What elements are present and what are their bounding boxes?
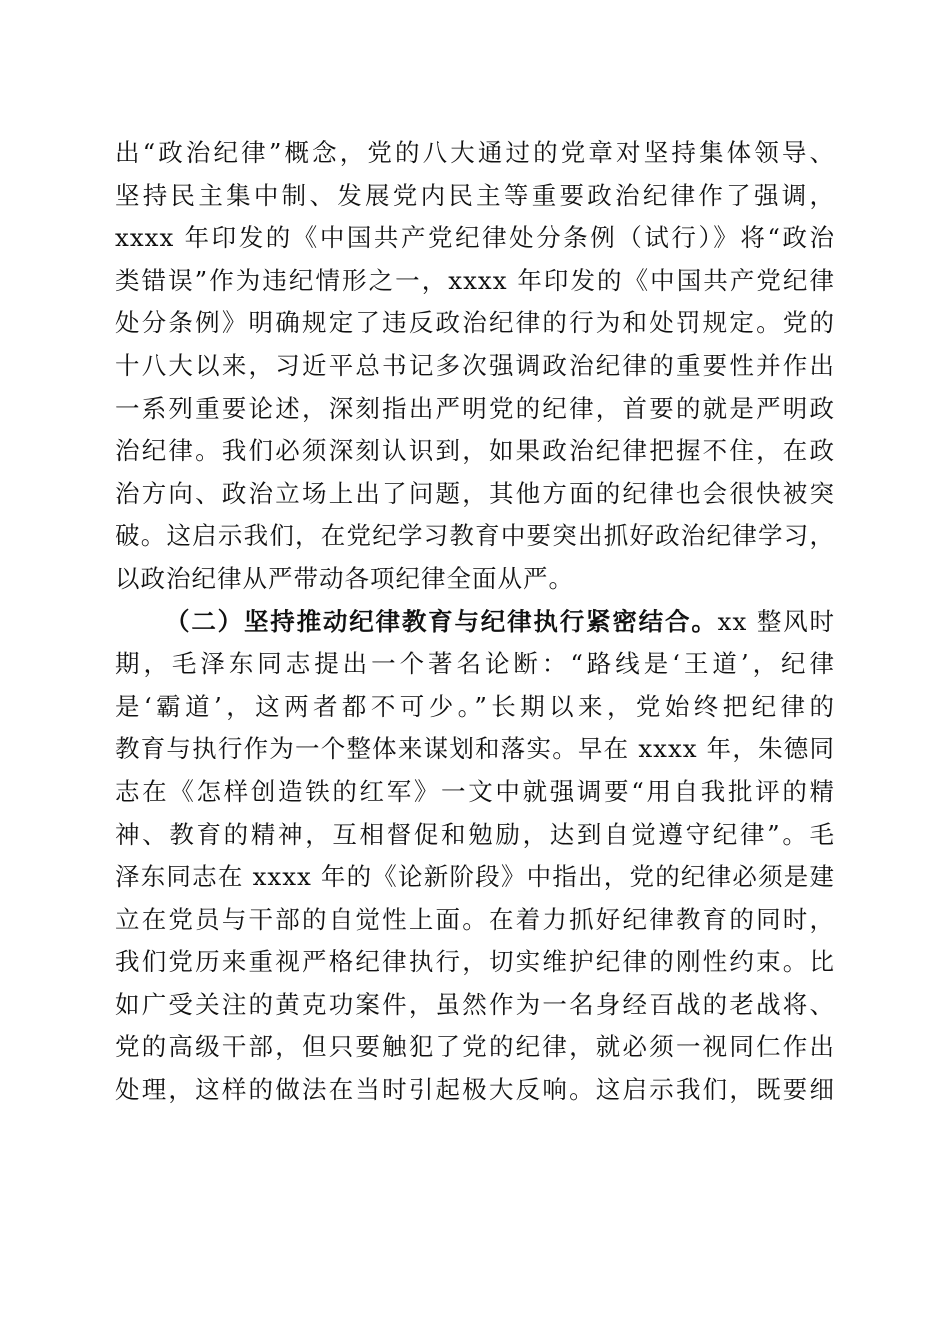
- text-line: xxxx 年印发的《中国共产党纪律处分条例（试行）》将“政治: [115, 223, 835, 253]
- document-body: [115, 132, 835, 1112]
- paragraph-political-discipline: [115, 132, 835, 601]
- text-line: 破。这启示我们，在党纪学习教育中要突出抓好政治纪律学习，: [115, 521, 835, 551]
- text-line: 期，毛泽东同志提出一个著名论断：“路线是‘王道’，纪律: [115, 649, 835, 679]
- text-line: 教育与执行作为一个整体来谋划和落实。早在 xxxx 年，朱德同: [115, 734, 835, 764]
- text-line: 十八大以来，习近平总书记多次强调政治纪律的重要性并作出: [115, 350, 835, 380]
- paragraph-education-and-enforcement: [115, 601, 835, 1112]
- text-line: 治纪律。我们必须深刻认识到，如果政治纪律把握不住，在政: [115, 436, 835, 466]
- text-line: 处理，这样的做法在当时引起极大反响。这启示我们，既要细: [115, 1075, 835, 1105]
- text-line: 如广受关注的黄克功案件，虽然作为一名身经百战的老战将、: [115, 989, 835, 1019]
- text-line: 是‘霸道’，这两者都不可少。”长期以来，党始终把纪律的: [115, 691, 835, 721]
- text-line: 志在《怎样创造铁的红军》一文中就强调要“用自我批评的精: [115, 776, 835, 806]
- text-line: 立在党员与干部的自觉性上面。在着力抓好纪律教育的同时，: [115, 904, 835, 934]
- section-heading: （二）坚持推动纪律教育与纪律执行紧密结合。: [165, 606, 718, 636]
- section-heading-line: [115, 601, 835, 644]
- text-line: 一系列重要论述，深刻指出严明党的纪律，首要的就是严明政: [115, 393, 835, 423]
- text-line: 神、教育的精神，互相督促和勉励，达到自觉遵守纪律”。毛: [115, 819, 835, 849]
- text-line: 党的高级干部，但只要触犯了党的纪律，就必须一视同仁作出: [115, 1032, 835, 1062]
- text-line: 出“政治纪律”概念，党的八大通过的党章对坚持集体领导、: [115, 138, 835, 167]
- text-line: 类错误”作为违纪情形之一，xxxx 年印发的《中国共产党纪律: [115, 265, 835, 295]
- text-line: 以政治纪律从严带动各项纪律全面从严。: [115, 563, 574, 593]
- text-line: 处分条例》明确规定了违反政治纪律的行为和处罚规定。党的: [115, 308, 835, 338]
- text-line: 泽东同志在 xxxx 年的《论新阶段》中指出，党的纪律必须是建: [115, 862, 835, 892]
- heading-line-rest: xx 整风时: [717, 606, 836, 636]
- text-line: 坚持民主集中制、发展党内民主等重要政治纪律作了强调，: [115, 180, 835, 210]
- text-line: 我们党历来重视严格纪律执行，切实维护纪律的刚性约束。比: [115, 947, 835, 977]
- text-line: 治方向、政治立场上出了问题，其他方面的纪律也会很快被突: [115, 478, 835, 508]
